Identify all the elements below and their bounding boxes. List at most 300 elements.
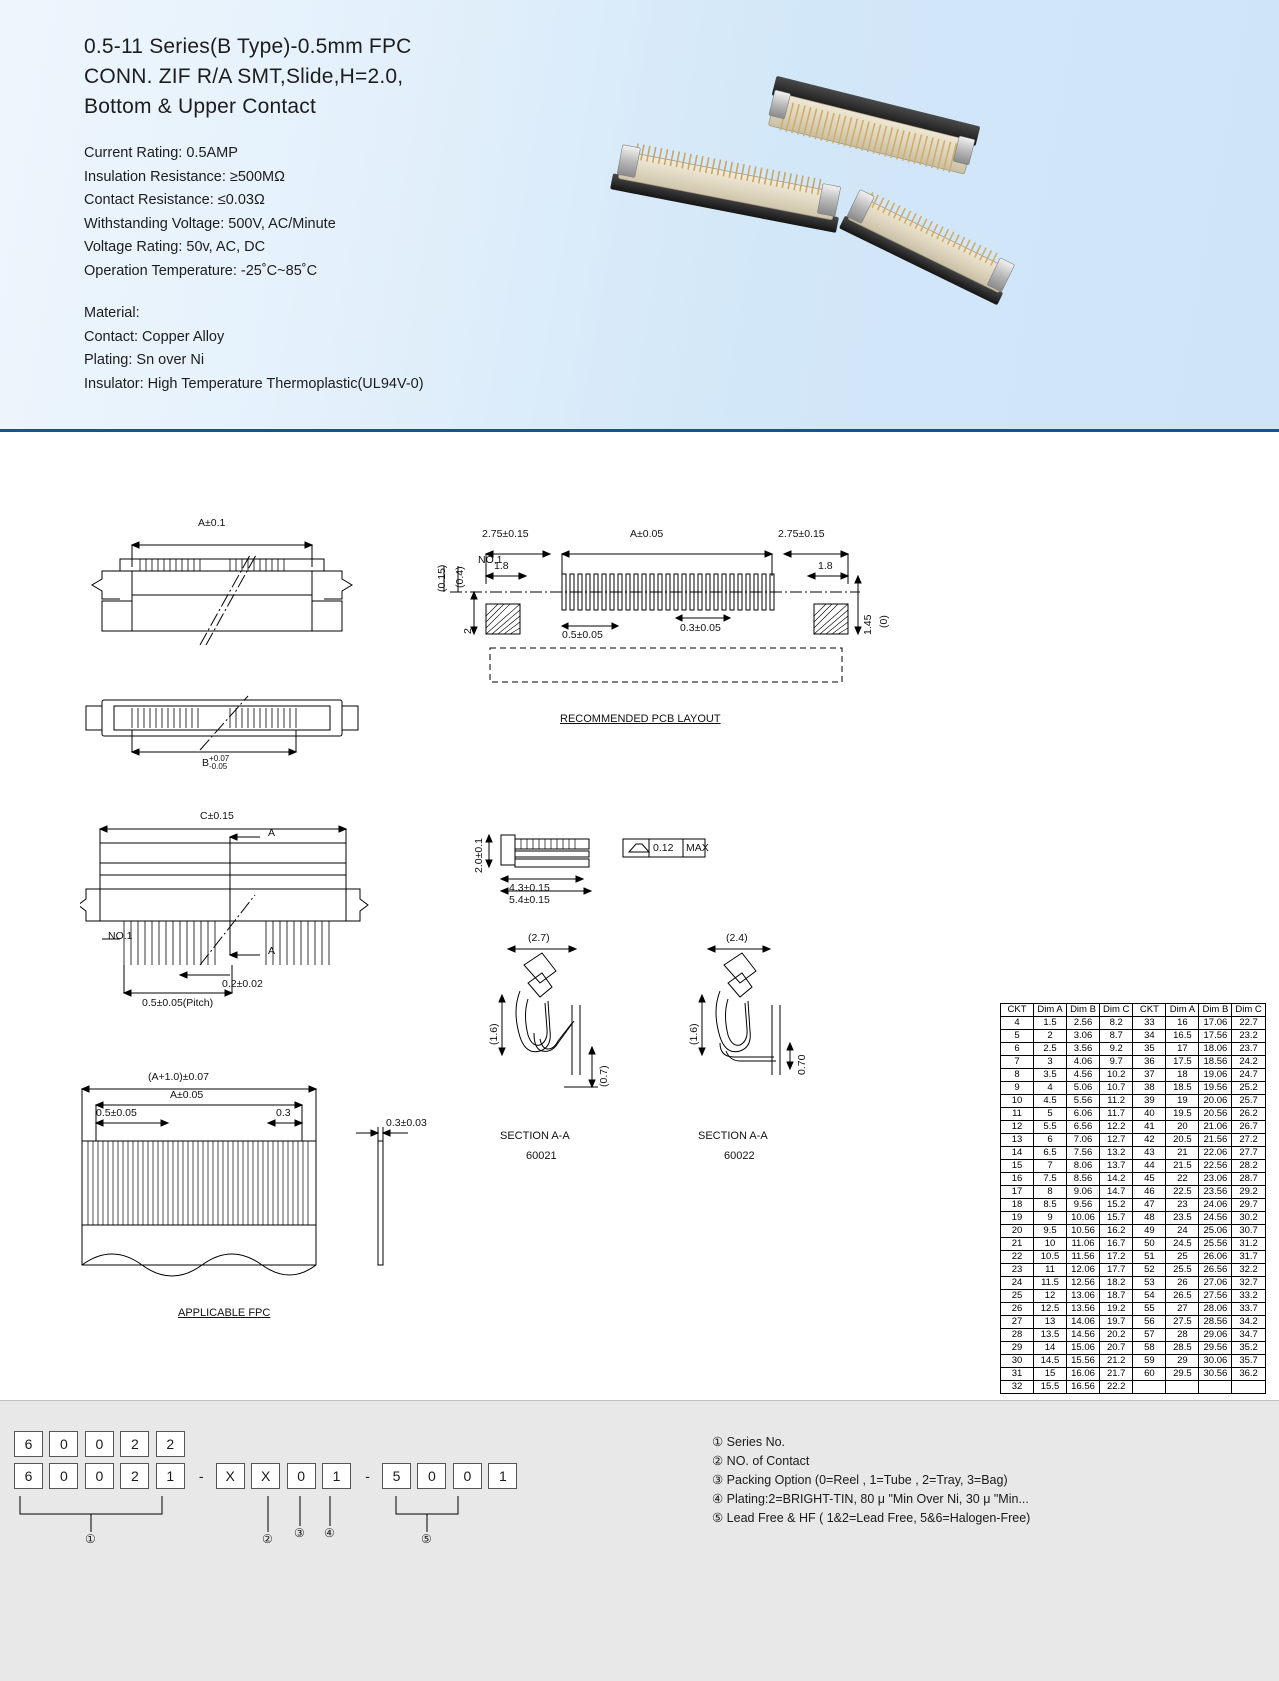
- col-dim-c-left: Dim C: [1100, 1004, 1133, 1017]
- pn2-digit-13[interactable]: 1: [488, 1463, 517, 1489]
- part-number-legend: [712, 1433, 1030, 1528]
- table-cell: 20.5: [1166, 1134, 1199, 1147]
- table-cell: 22: [1166, 1173, 1199, 1186]
- product-title: [84, 32, 644, 122]
- table-cell: 13.2: [1100, 1147, 1133, 1160]
- title-line-3: Bottom & Upper Contact: [84, 95, 317, 118]
- table-cell: 41: [1133, 1121, 1166, 1134]
- table-cell: 18.56: [1199, 1056, 1232, 1069]
- pn2-digit-10[interactable]: 5: [382, 1463, 411, 1489]
- table-row: [1001, 1108, 1266, 1121]
- table-cell: 22.7: [1232, 1017, 1265, 1030]
- pn1-digit-1[interactable]: 6: [14, 1431, 43, 1457]
- table-cell: 59: [1133, 1355, 1166, 1368]
- col-dim-c-right: Dim C: [1232, 1004, 1265, 1017]
- table-cell: 10.56: [1067, 1225, 1100, 1238]
- table-cell: 9.7: [1100, 1056, 1133, 1069]
- table-cell: 18.5: [1166, 1082, 1199, 1095]
- table-cell: 30: [1001, 1355, 1034, 1368]
- table-cell: 32: [1001, 1381, 1034, 1394]
- table-cell: 5.5: [1034, 1121, 1067, 1134]
- table-cell: 20.2: [1100, 1329, 1133, 1342]
- table-row: [1001, 1264, 1266, 1277]
- table-row: [1001, 1277, 1266, 1290]
- table-cell: 6.06: [1067, 1108, 1100, 1121]
- table-cell: 26.2: [1232, 1108, 1265, 1121]
- table-cell: 53: [1133, 1277, 1166, 1290]
- table-cell: 26.7: [1232, 1121, 1265, 1134]
- table-cell: 8.7: [1100, 1030, 1133, 1043]
- material-insulator: Insulator: High Temperature Thermoplastic(UL94V-0): [84, 375, 424, 392]
- table-cell: 35.2: [1232, 1342, 1265, 1355]
- table-cell: 11: [1034, 1264, 1067, 1277]
- table-cell: 8.2: [1100, 1017, 1133, 1030]
- legend-item-4: ④ Plating:2=BRIGHT-TIN, 80 μ "Min Over Ni, 30 μ "Min...: [712, 1492, 1029, 1506]
- marker-4: ④: [324, 1526, 335, 1540]
- part-number-row-main: [14, 1463, 519, 1489]
- table-cell: 20.06: [1199, 1095, 1232, 1108]
- table-cell: 18.7: [1100, 1290, 1133, 1303]
- table-cell: 42: [1133, 1134, 1166, 1147]
- table-cell: 17: [1166, 1043, 1199, 1056]
- table-cell: 17.5: [1166, 1056, 1199, 1069]
- table-row: [1001, 1030, 1266, 1043]
- pn2-digit-6[interactable]: X: [216, 1463, 245, 1489]
- label-fpc-05: 0.5±0.05: [96, 1107, 137, 1119]
- table-cell: 24.06: [1199, 1199, 1232, 1212]
- table-cell: 28: [1001, 1329, 1034, 1342]
- table-row: [1001, 1043, 1266, 1056]
- table-row: [1001, 1134, 1266, 1147]
- legend-item-3: ③ Packing Option (0=Reel , 1=Tube , 2=Tray, 3=Bag): [712, 1473, 1008, 1487]
- table-cell: 29.2: [1232, 1186, 1265, 1199]
- table-cell: 11.2: [1100, 1095, 1133, 1108]
- pn2-digit-4[interactable]: 2: [120, 1463, 149, 1489]
- label-section-a-bottom: A: [268, 945, 276, 957]
- table-cell: 23: [1166, 1199, 1199, 1212]
- table-cell: 23.2: [1232, 1030, 1265, 1043]
- table-cell: 32.2: [1232, 1264, 1265, 1277]
- label-dim-b: B +0.07 -0.05: [202, 754, 230, 771]
- marker-2: ②: [262, 1532, 273, 1546]
- table-cell: 14.2: [1100, 1173, 1133, 1186]
- table-cell: 27.5: [1166, 1316, 1199, 1329]
- drawing-pcb-layout: [430, 528, 890, 725]
- table-cell: 24: [1001, 1277, 1034, 1290]
- table-cell: 28.5: [1166, 1342, 1199, 1355]
- label-pcb-03: 0.3±0.05: [680, 622, 721, 634]
- table-cell: 24.56: [1199, 1212, 1232, 1225]
- table-cell: 20.7: [1100, 1342, 1133, 1355]
- spec-current-rating: Current Rating: 0.5AMP: [84, 145, 238, 161]
- table-cell: 8.56: [1067, 1173, 1100, 1186]
- label-section2-16: (1.6): [688, 1023, 700, 1045]
- table-cell: 4.5: [1034, 1095, 1067, 1108]
- pn2-digit-2[interactable]: 0: [49, 1463, 78, 1489]
- table-cell: 9.56: [1067, 1199, 1100, 1212]
- table-cell: 32.7: [1232, 1277, 1265, 1290]
- table-cell: 28.2: [1232, 1160, 1265, 1173]
- table-cell: 19.06: [1199, 1069, 1232, 1082]
- table-cell: 17.56: [1199, 1030, 1232, 1043]
- part-number-row-top: [14, 1431, 187, 1457]
- table-cell: 24.7: [1232, 1069, 1265, 1082]
- table-cell: 17.06: [1199, 1017, 1232, 1030]
- material-contact: Contact: Copper Alloy: [84, 328, 225, 345]
- table-cell: 11.56: [1067, 1251, 1100, 1264]
- table-cell: 3: [1034, 1056, 1067, 1069]
- caption-section-aa-2-number: 60022: [724, 1150, 755, 1162]
- table-cell: 21.56: [1199, 1134, 1232, 1147]
- label-fpc-a005: A±0.05: [170, 1089, 204, 1101]
- table-cell: 13: [1034, 1316, 1067, 1329]
- table-cell: 28.56: [1199, 1316, 1232, 1329]
- caption-section-aa-2: SECTION A-A: [698, 1130, 768, 1142]
- table-row: [1001, 1303, 1266, 1316]
- table-cell: 26.5: [1166, 1290, 1199, 1303]
- table-cell: 12.7: [1100, 1134, 1133, 1147]
- table-cell: 17.2: [1100, 1251, 1133, 1264]
- table-cell: 29.56: [1199, 1342, 1232, 1355]
- table-cell: 16.2: [1100, 1225, 1133, 1238]
- table-cell: 16: [1166, 1017, 1199, 1030]
- table-cell: 11: [1001, 1108, 1034, 1121]
- label-no1: NO.1: [108, 930, 133, 942]
- pn1-digit-3[interactable]: 0: [85, 1431, 114, 1457]
- col-dim-a-left: Dim A: [1034, 1004, 1067, 1017]
- table-cell: 10.7: [1100, 1082, 1133, 1095]
- table-row: [1001, 1342, 1266, 1355]
- table-cell: [1133, 1381, 1166, 1394]
- part-number-block: [0, 1400, 1279, 1681]
- table-cell: 8.5: [1034, 1199, 1067, 1212]
- material-heading: Material:: [84, 305, 140, 321]
- drawing-bottom-view: [80, 690, 380, 800]
- table-cell: 49: [1133, 1225, 1166, 1238]
- table-cell: 26: [1001, 1303, 1034, 1316]
- table-cell: 39: [1133, 1095, 1166, 1108]
- table-cell: 9.2: [1100, 1043, 1133, 1056]
- pn2-digit-5[interactable]: 1: [156, 1463, 185, 1489]
- table-cell: 22.5: [1166, 1186, 1199, 1199]
- table-row: [1001, 1173, 1266, 1186]
- table-cell: 10: [1001, 1095, 1034, 1108]
- table-cell: 18.2: [1100, 1277, 1133, 1290]
- table-cell: 24.2: [1232, 1056, 1265, 1069]
- table-cell: 7.06: [1067, 1134, 1100, 1147]
- label-pcb-2: 2: [462, 628, 474, 634]
- table-cell: 18.06: [1199, 1043, 1232, 1056]
- table-cell: 10: [1034, 1238, 1067, 1251]
- pn2-digit-8[interactable]: 0: [287, 1463, 316, 1489]
- table-cell: 15.2: [1100, 1199, 1133, 1212]
- table-cell: 12: [1001, 1121, 1034, 1134]
- table-cell: 31.7: [1232, 1251, 1265, 1264]
- table-cell: 36.2: [1232, 1368, 1265, 1381]
- table-cell: 4: [1001, 1017, 1034, 1030]
- spec-voltage-rating: Voltage Rating: 50v, AC, DC: [84, 239, 266, 255]
- label-width-43: 4.3±0.15: [509, 882, 550, 894]
- table-cell: 14.7: [1100, 1186, 1133, 1199]
- table-cell: 19.56: [1199, 1082, 1232, 1095]
- table-cell: 7: [1001, 1056, 1034, 1069]
- table-cell: 16.5: [1166, 1030, 1199, 1043]
- table-row: [1001, 1368, 1266, 1381]
- table-cell: 15: [1001, 1160, 1034, 1173]
- col-dim-b-left: Dim B: [1067, 1004, 1100, 1017]
- table-cell: 11.5: [1034, 1277, 1067, 1290]
- table-cell: 17: [1001, 1186, 1034, 1199]
- caption-pcb-layout: RECOMMENDED PCB LAYOUT: [560, 713, 721, 725]
- table-row: [1001, 1329, 1266, 1342]
- table-cell: 57: [1133, 1329, 1166, 1342]
- table-cell: 13.7: [1100, 1160, 1133, 1173]
- pn1-digit-5[interactable]: 2: [156, 1431, 185, 1457]
- table-cell: 29.06: [1199, 1329, 1232, 1342]
- table-cell: 2.56: [1067, 1017, 1100, 1030]
- table-cell: 16: [1001, 1173, 1034, 1186]
- table-cell: 27: [1001, 1316, 1034, 1329]
- table-cell: 8: [1034, 1186, 1067, 1199]
- label-dim-c: C±0.15: [200, 810, 234, 822]
- drawing-section-aa-60022: [680, 932, 860, 1162]
- table-cell: 2: [1034, 1030, 1067, 1043]
- table-cell: 6: [1001, 1043, 1034, 1056]
- pn2-digit-7[interactable]: X: [251, 1463, 280, 1489]
- pn2-digit-12[interactable]: 0: [453, 1463, 482, 1489]
- table-cell: 15.7: [1100, 1212, 1133, 1225]
- table-cell: 8: [1001, 1069, 1034, 1082]
- label-pcb-145: 1.45: [862, 614, 874, 635]
- table-row: [1001, 1186, 1266, 1199]
- table-cell: 27: [1166, 1303, 1199, 1316]
- table-cell: 27.06: [1199, 1277, 1232, 1290]
- table-row: [1001, 1121, 1266, 1134]
- table-cell: 55: [1133, 1303, 1166, 1316]
- table-cell: 24.5: [1166, 1238, 1199, 1251]
- table-cell: 3.56: [1067, 1043, 1100, 1056]
- table-cell: 46: [1133, 1186, 1166, 1199]
- table-cell: 12.5: [1034, 1303, 1067, 1316]
- label-pcb-275-right: 2.75±0.15: [778, 528, 825, 540]
- table-cell: 19: [1166, 1095, 1199, 1108]
- table-cell: 34.7: [1232, 1329, 1265, 1342]
- table-cell: 27.56: [1199, 1290, 1232, 1303]
- table-cell: 23.5: [1166, 1212, 1199, 1225]
- pn2-digit-9[interactable]: 1: [322, 1463, 351, 1489]
- table-row: [1001, 1199, 1266, 1212]
- table-cell: 19.2: [1100, 1303, 1133, 1316]
- table-cell: 11.06: [1067, 1238, 1100, 1251]
- label-section2-24: (2.4): [726, 932, 748, 944]
- table-cell: 25: [1166, 1251, 1199, 1264]
- label-section1-27: (2.7): [528, 932, 550, 944]
- table-cell: 29: [1166, 1355, 1199, 1368]
- table-cell: 7.56: [1067, 1147, 1100, 1160]
- label-pcb-015: (0.15): [436, 564, 448, 592]
- table-cell: [1166, 1381, 1199, 1394]
- marker-3: ③: [294, 1526, 305, 1540]
- spec-insulation-resistance: Insulation Resistance: ≥500MΩ: [84, 168, 285, 185]
- label-dim-a-01: A±0.1: [198, 517, 226, 529]
- table-cell: 51: [1133, 1251, 1166, 1264]
- table-row: [1001, 1238, 1266, 1251]
- table-cell: 19.7: [1100, 1316, 1133, 1329]
- table-cell: 43: [1133, 1147, 1166, 1160]
- table-row: [1001, 1212, 1266, 1225]
- table-cell: 50: [1133, 1238, 1166, 1251]
- part-number-markers: [0, 1496, 700, 1566]
- table-cell: 21.7: [1100, 1368, 1133, 1381]
- label-height-20: 2.0±0.1: [473, 838, 485, 873]
- table-cell: 7.5: [1034, 1173, 1067, 1186]
- label-pcb-no1: NO.1: [478, 554, 503, 566]
- table-cell: 20.56: [1199, 1108, 1232, 1121]
- table-cell: 21: [1001, 1238, 1034, 1251]
- label-fpc-a10: (A+1.0)±0.07: [148, 1071, 209, 1083]
- pn2-digit-3[interactable]: 0: [85, 1463, 114, 1489]
- table-cell: 20: [1166, 1121, 1199, 1134]
- table-cell: 29.5: [1166, 1368, 1199, 1381]
- table-cell: 60: [1133, 1368, 1166, 1381]
- table-cell: 25.2: [1232, 1082, 1265, 1095]
- table-cell: 31: [1001, 1368, 1034, 1381]
- table-cell: 15.56: [1067, 1355, 1100, 1368]
- table-row: [1001, 1316, 1266, 1329]
- table-row: [1001, 1160, 1266, 1173]
- material-list: [84, 302, 684, 396]
- label-section-a-top: A: [268, 827, 276, 839]
- label-pcb-05: 0.5±0.05: [562, 629, 603, 641]
- label-pitch: 0.5±0.05(Pitch): [142, 997, 214, 1009]
- table-cell: 38: [1133, 1082, 1166, 1095]
- table-cell: 4.06: [1067, 1056, 1100, 1069]
- label-pcb-dim-a: A±0.05: [630, 528, 664, 540]
- label-section2-070: 0.70: [796, 1054, 808, 1075]
- table-cell: 13.56: [1067, 1303, 1100, 1316]
- table-cell: 12.56: [1067, 1277, 1100, 1290]
- marker-1: ①: [85, 1532, 96, 1546]
- table-cell: 5.06: [1067, 1082, 1100, 1095]
- table-cell: 16.7: [1100, 1238, 1133, 1251]
- drawing-coplanarity: [465, 825, 725, 905]
- caption-section-aa-1-number: 60021: [526, 1150, 557, 1162]
- marker-5: ⑤: [421, 1532, 432, 1546]
- pn2-digit-1[interactable]: 6: [14, 1463, 43, 1489]
- table-row: [1001, 1095, 1266, 1108]
- table-cell: 11.7: [1100, 1108, 1133, 1121]
- table-row: [1001, 1290, 1266, 1303]
- table-cell: 47: [1133, 1199, 1166, 1212]
- table-cell: 18: [1166, 1069, 1199, 1082]
- table-cell: 14: [1034, 1342, 1067, 1355]
- table-cell: 23: [1001, 1264, 1034, 1277]
- table-cell: 48: [1133, 1212, 1166, 1225]
- label-pcb-18-right: 1.8: [818, 560, 833, 572]
- table-cell: [1199, 1381, 1232, 1394]
- table-cell: 2.5: [1034, 1043, 1067, 1056]
- table-cell: 30.56: [1199, 1368, 1232, 1381]
- table-cell: 30.2: [1232, 1212, 1265, 1225]
- pn2-separator-2: -: [365, 1468, 370, 1484]
- table-header-row: [1001, 1004, 1266, 1017]
- table-cell: 21.2: [1100, 1355, 1133, 1368]
- label-pcb-04: (0.4): [454, 566, 466, 588]
- table-cell: 16.06: [1067, 1368, 1100, 1381]
- dimension-table: [1000, 1003, 1266, 1394]
- table-cell: 22.06: [1199, 1147, 1232, 1160]
- col-dim-a-right: Dim A: [1166, 1004, 1199, 1017]
- table-cell: 4.56: [1067, 1069, 1100, 1082]
- pn2-separator-1: -: [198, 1468, 204, 1484]
- table-cell: 10.5: [1034, 1251, 1067, 1264]
- table-cell: 37: [1133, 1069, 1166, 1082]
- table-cell: [1232, 1381, 1265, 1394]
- table-cell: 26.56: [1199, 1264, 1232, 1277]
- table-cell: 35.7: [1232, 1355, 1265, 1368]
- table-cell: 21: [1166, 1147, 1199, 1160]
- table-cell: 1.5: [1034, 1017, 1067, 1030]
- header-banner: [0, 0, 1279, 432]
- pn1-digit-4[interactable]: 2: [120, 1431, 149, 1457]
- drawing-section-aa-60021: [480, 932, 660, 1162]
- pn2-digit-11[interactable]: 0: [417, 1463, 446, 1489]
- table-cell: 13: [1001, 1134, 1034, 1147]
- pn1-digit-2[interactable]: 0: [49, 1431, 78, 1457]
- table-row: [1001, 1082, 1266, 1095]
- table-cell: 14.06: [1067, 1316, 1100, 1329]
- label-lead-tolerance: 0.2±0.02: [222, 978, 263, 990]
- table-row: [1001, 1381, 1266, 1394]
- table-cell: 10.06: [1067, 1212, 1100, 1225]
- table-cell: 30.06: [1199, 1355, 1232, 1368]
- table-cell: 4: [1034, 1082, 1067, 1095]
- table-cell: 10.2: [1100, 1069, 1133, 1082]
- table-cell: 54: [1133, 1290, 1166, 1303]
- table-cell: 17.7: [1100, 1264, 1133, 1277]
- table-cell: 9.5: [1034, 1225, 1067, 1238]
- table-cell: 6.5: [1034, 1147, 1067, 1160]
- table-cell: 15.06: [1067, 1342, 1100, 1355]
- label-fpc-03: 0.3: [276, 1107, 291, 1119]
- table-cell: 33.2: [1232, 1290, 1265, 1303]
- table-cell: 16.56: [1067, 1381, 1100, 1394]
- table-cell: 21.06: [1199, 1121, 1232, 1134]
- table-cell: 9: [1034, 1212, 1067, 1225]
- table-row: [1001, 1251, 1266, 1264]
- label-section1-16: (1.6): [488, 1023, 500, 1045]
- table-cell: 40: [1133, 1108, 1166, 1121]
- table-cell: 12.2: [1100, 1121, 1133, 1134]
- table-cell: 25: [1001, 1290, 1034, 1303]
- table-cell: 27.2: [1232, 1134, 1265, 1147]
- table-cell: 3.5: [1034, 1069, 1067, 1082]
- table-cell: 25.06: [1199, 1225, 1232, 1238]
- table-cell: 34.2: [1232, 1316, 1265, 1329]
- caption-section-aa-1: SECTION A-A: [500, 1130, 570, 1142]
- table-cell: 45: [1133, 1173, 1166, 1186]
- table-cell: 24: [1166, 1225, 1199, 1238]
- product-photos: [610, 60, 1210, 360]
- table-row: [1001, 1355, 1266, 1368]
- table-cell: 15: [1034, 1368, 1067, 1381]
- table-cell: 9: [1001, 1082, 1034, 1095]
- table-cell: 7: [1034, 1160, 1067, 1173]
- table-cell: 25.56: [1199, 1238, 1232, 1251]
- table-row: [1001, 1017, 1266, 1030]
- table-cell: 19: [1001, 1212, 1034, 1225]
- label-pcb-0: (0): [878, 615, 890, 628]
